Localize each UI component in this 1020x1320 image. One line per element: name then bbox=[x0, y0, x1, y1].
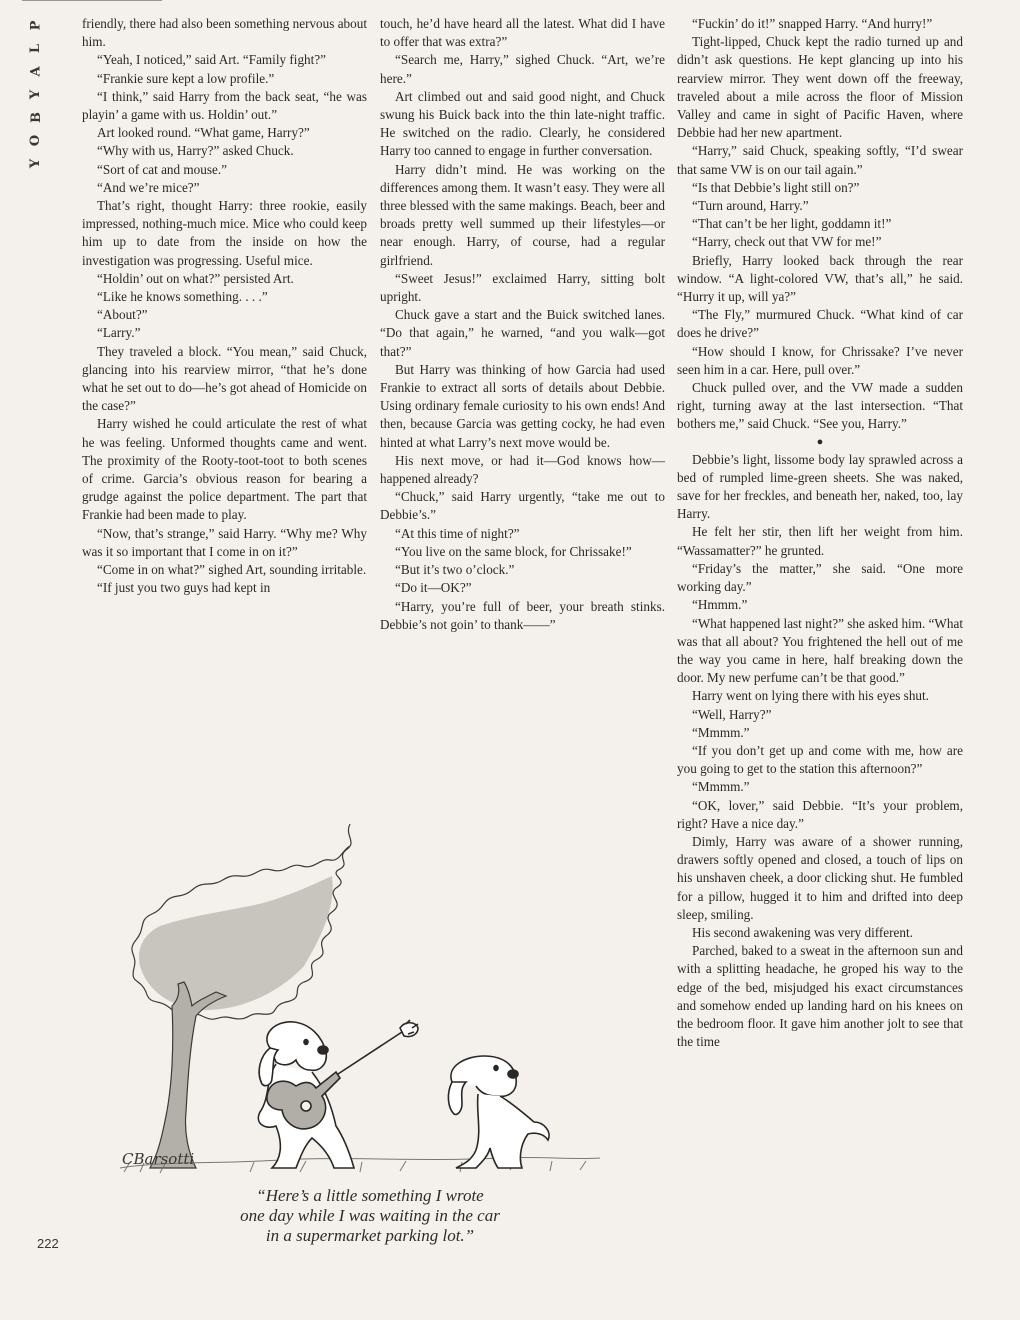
paragraph: “Sweet Jesus!” exclaimed Harry, sitting bolt upright. bbox=[380, 270, 665, 305]
cartoon-illustration bbox=[100, 816, 632, 1188]
paragraph: Chuck gave a start and the Buick switched lanes. “Do that again,” he warned, “and you walk—got that?” bbox=[380, 307, 665, 359]
paragraph: “Come in on what?” sighed Art, sounding irritable. bbox=[97, 562, 367, 578]
paragraph: Dimly, Harry was aware of a shower running, drawers softly opened and closed, a touch of lips on his unshaven cheek, a door clicking shut. He fumbled for a pillow, hugged it to him and drifted into deep sleep, smiling. bbox=[677, 833, 963, 922]
paragraph: “Search me, Harry,” sighed Chuck. “Art, we’re here.” bbox=[380, 52, 665, 86]
section-break: ● bbox=[816, 435, 824, 448]
paragraph: touch, he’d have heard all the latest. What did I have to offer that was extra?” bbox=[380, 16, 665, 50]
paragraph: “OK, lover,” said Debbie. “It’s your problem, right? Have a nice day.” bbox=[677, 797, 963, 831]
caption-line: one day while I was waiting in the car bbox=[240, 1206, 500, 1225]
running-head-playboy bbox=[22, 14, 50, 169]
paragraph: “Mmmm.” bbox=[692, 779, 750, 795]
paragraph: “If just you two guys had kept in bbox=[97, 580, 271, 596]
paragraph: His second awakening was very different. bbox=[692, 924, 913, 940]
paragraph: Briefly, Harry looked back through the rear window. “A light-colored VW, that’s all,” he said. “Hurry it up, will ya?” bbox=[677, 252, 963, 305]
paragraph: “Hmmm.” bbox=[692, 597, 748, 613]
paragraph: Harry didn’t mind. He was working on the differences among them. It wasn’t easy. They were all three blessed with the same makings. Beach, beer and broads pretty well summed up their lifestyles—or near enough. Harry, of course, had a regular girlfriend. bbox=[380, 161, 665, 268]
paragraph: “Friday’s the matter,” she said. “One more working day.” bbox=[677, 560, 963, 595]
paragraph: But Harry was thinking of how Garcia had used Frankie to extract all sorts of details about Debbie. Using ordinary female curiosity to his own ends! And then, because Garcia was getting cocky, he had even hinted at what Larry’s next move would be. bbox=[380, 361, 665, 450]
paragraph: “Harry, you’re full of beer, your breath stinks. Debbie’s not goin’ to thank——” bbox=[380, 598, 665, 632]
paragraph: Tight-lipped, Chuck kept the radio turned up and didn’t ask questions. He kept glancing up into his rearview mirror. They went down off the freeway, traveled about a mile across the floor of Mission Valley and came in sight of Pacific Haven, where Debbie had her new apartment. bbox=[677, 34, 963, 141]
paragraph: Art looked round. “What game, Harry?” bbox=[97, 125, 310, 141]
paragraph: That’s right, thought Harry: three rookie, easily impressed, nothing-much mice. Mice who could keep him up to date from the inside on how the investigation was progressing. Useful mice. bbox=[82, 198, 367, 268]
paragraph: Chuck pulled over, and the VW made a sudden right, turning away at the last intersection. “That bothers me,” said Chuck. “See you, Harry.” bbox=[677, 380, 963, 432]
paragraph: “Larry.” bbox=[97, 325, 141, 341]
page-number: 222 bbox=[37, 1236, 59, 1251]
paragraph: “Yeah, I noticed,” said Art. “Family fight?” bbox=[97, 52, 327, 68]
tree-trunk bbox=[150, 982, 226, 1168]
paragraph: “What happened last night?” she asked him. “What was that all about? You frightened the hell out of me the way you came in here, half breaking down the door. My new perfume can’t be that good.” bbox=[677, 615, 963, 686]
cartoon-caption bbox=[160, 1186, 580, 1246]
running-head-letter: L bbox=[28, 43, 44, 54]
paragraph: “Sort of cat and mouse.” bbox=[97, 161, 228, 177]
paragraph: He felt her stir, then lift her weight from him. “Wassamatter?” he grunted. bbox=[677, 524, 963, 558]
paragraph: Debbie’s light, lissome body lay sprawled across a bed of rumpled lime-green sheets. She was naked, save for her freckles, and beneath her, naked, too, lay Harry. bbox=[677, 451, 963, 522]
text-column-3 bbox=[677, 15, 963, 1051]
paragraph: Art climbed out and said good night, and Chuck swung his Buick back into the thin late-night traffic. He switched on the radio. Clearly, he considered Harry too canned to engage in further conversation. bbox=[380, 88, 665, 159]
paragraph: friendly, there had also been something nervous about him. bbox=[82, 16, 367, 50]
paragraph: Harry went on lying there with his eyes shut. bbox=[692, 688, 929, 704]
paragraph: “Harry,” said Chuck, speaking softly, “I’d swear that same VW is on our tail again.” bbox=[677, 143, 963, 177]
tree-foliage-shade bbox=[139, 876, 333, 1010]
running-head-letter: B bbox=[28, 112, 44, 123]
paragraph: “Like he knows something. . . .” bbox=[97, 289, 268, 305]
paragraph: “Is that Debbie’s light still on?” bbox=[692, 179, 860, 195]
caption-line: “Here’s a little something I wrote bbox=[256, 1186, 484, 1205]
paragraph: His next move, or had it—God knows how—happened already? bbox=[380, 452, 665, 487]
running-head-letter: A bbox=[28, 66, 44, 77]
paragraph: “Why with us, Harry?” asked Chuck. bbox=[97, 143, 294, 159]
paragraph: “And we’re mice?” bbox=[97, 179, 200, 195]
text-column-1 bbox=[82, 15, 367, 598]
running-head-letter: O bbox=[28, 134, 44, 147]
paragraph: “Mmmm.” bbox=[692, 724, 750, 740]
paragraph: “You live on the same block, for Chrissake!” bbox=[395, 543, 632, 559]
paragraph: “About?” bbox=[97, 307, 148, 323]
paragraph: “Chuck,” said Harry urgently, “take me out to Debbie’s.” bbox=[380, 489, 665, 523]
paragraph: “How should I know, for Chrissake? I’ve never seen him in a car. Here, pull over.” bbox=[677, 343, 963, 377]
text-column-2 bbox=[380, 15, 665, 634]
paragraph: “Do it—OK?” bbox=[395, 580, 472, 596]
paragraph: They traveled a block. “You mean,” said Chuck, glancing into his rearview mirror, “that he’s done what he set out to do—he’s got ahead of Homicide on the case?” bbox=[82, 343, 367, 414]
paragraph: “Now, that’s strange,” said Harry. “Why me? Why was it so important that I come in on it?” bbox=[82, 525, 367, 559]
paragraph: “Harry, check out that VW for me!” bbox=[692, 234, 882, 250]
caption-line: in a supermarket parking lot.” bbox=[265, 1226, 475, 1245]
paragraph: “The Fly,” murmured Chuck. “What kind of car does he drive?” bbox=[677, 307, 963, 341]
top-rule bbox=[22, 0, 162, 1]
running-head-letter: Y bbox=[28, 89, 44, 100]
paragraph: “Well, Harry?” bbox=[692, 706, 772, 722]
listening-dog bbox=[448, 1056, 549, 1168]
paragraph: “Fuckin’ do it!” snapped Harry. “And hurry!” bbox=[692, 16, 933, 31]
paragraph: Parched, baked to a sweat in the afternoon sun and with a splitting headache, he groped his way to the edge of the bed, misjudged his exact circumstances and somehow ended up landing hard on his knees on the bedroom floor. It gave him another jolt to see that the time bbox=[677, 943, 963, 1050]
cartoonist-signature: CBarsotti bbox=[122, 1150, 195, 1168]
paragraph: Harry wished he could articulate the rest of what he was feeling. Unformed thoughts came and went. The proximity of the Rooty-toot-toot to both scenes of crime. Garcia’s obvious reason for bearing a grudge against the police department. The part that Frankie had been made to play. bbox=[82, 416, 367, 523]
paragraph: “If you don’t get up and come with me, how are you going to get to the station this afternoon?” bbox=[677, 742, 963, 777]
paragraph: “Frankie sure kept a low profile.” bbox=[97, 70, 275, 86]
running-head-letter: P bbox=[28, 20, 44, 31]
paragraph: “At this time of night?” bbox=[395, 525, 520, 541]
paragraph: “That can’t be her light, goddamn it!” bbox=[692, 216, 892, 232]
paragraph: “But it’s two o’clock.” bbox=[395, 562, 515, 578]
paragraph: “Holdin’ out on what?” persisted Art. bbox=[97, 270, 294, 286]
running-head-letter: Y bbox=[28, 158, 44, 169]
paragraph: “Turn around, Harry.” bbox=[692, 198, 809, 214]
paragraph: “I think,” said Harry from the back seat, “he was playin’ a game with us. Holdin’ out.” bbox=[82, 88, 367, 123]
